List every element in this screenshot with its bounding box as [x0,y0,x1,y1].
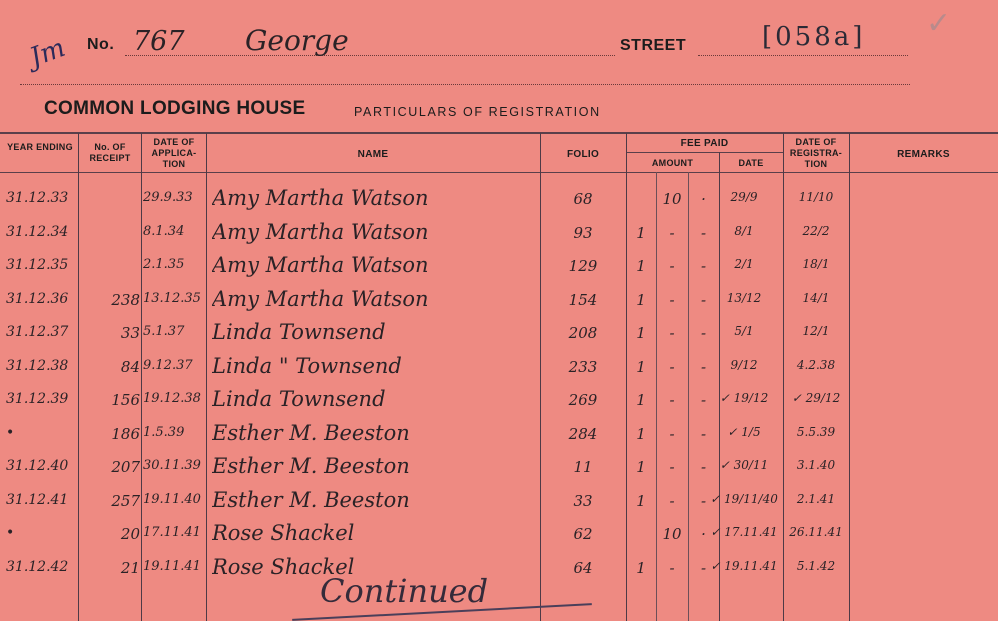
cell-date-registration: 5.1.42 [796,558,836,573]
cell-fee-date: 5/1 [734,324,754,338]
title-dotted-line [20,84,910,85]
col-divider-6 [719,152,720,621]
header-year-ending: YEAR ENDING [7,142,73,152]
cell-amount-shillings: - [669,458,675,476]
cell-amount-pounds: 1 [636,458,646,476]
cell-folio: 11 [573,458,593,476]
cell-date-application: 29.9.33 [143,190,193,205]
cell-name: Linda Townsend [212,387,386,411]
col-divider-7 [783,133,784,621]
cell-amount-pounds: 1 [636,223,646,242]
cell-amount-pence: - [700,458,707,476]
cell-year-ending: • [6,424,15,441]
cell-receipt: 156 [111,391,140,409]
cell-date-application: 1.5.39 [143,424,185,440]
cell-amount-shillings: - [669,223,675,242]
cell-fee-date: 13/12 [726,290,762,305]
cell-fee-date: ✓ 19.11.41 [710,558,778,573]
cell-amount-shillings: - [669,491,675,510]
number-label: No. [87,36,115,53]
cell-date-registration: 12/1 [802,324,830,338]
cell-amount-pence: - [700,424,707,443]
initials-mark: Jm [25,32,70,74]
cell-fee-date: 29/9 [730,190,758,204]
header-amount: AMOUNT [651,158,694,168]
cell-folio: 129 [568,257,598,275]
cell-year-ending: 31.12.37 [6,324,69,340]
cell-date-registration: 2.1.41 [796,491,836,506]
street-label: STREET [620,37,687,54]
cell-receipt: 84 [120,357,140,376]
cell-amount-shillings: 10 [662,190,682,208]
col-divider-5 [626,133,627,621]
cell-receipt: 238 [111,290,140,309]
cell-folio: 33 [573,491,593,510]
cell-fee-date: ✓ 1/5 [727,424,761,439]
cell-receipt: 20 [120,525,140,543]
cell-date-application: 2.1.35 [143,257,185,272]
cell-amount-pence: - [700,357,707,376]
cell-amount-pence: - [700,491,707,510]
cell-year-ending: 31.12.39 [6,391,69,407]
cell-amount-pounds: 1 [636,491,646,510]
cell-receipt: 257 [111,491,140,510]
cell-name: Esther M. Beeston [212,487,410,512]
cell-year-ending: 31.12.41 [6,491,69,508]
cell-amount-pounds: 1 [636,357,646,376]
cell-amount-shillings: 10 [662,525,682,543]
cell-folio: 233 [568,357,598,376]
cell-name: Esther M. Beeston [212,420,410,445]
cell-name: Esther M. Beeston [212,454,410,478]
continued-note: Continued [320,572,489,610]
number-dotted-line [125,55,615,56]
cell-name: Amy Martha Watson [212,286,429,311]
number-value: 767 [133,26,185,57]
cell-date-registration: ✓ 29/12 [791,391,841,405]
cell-folio: 62 [573,525,593,543]
cell-amount-pence: - [700,324,707,342]
col-divider-1 [78,133,79,621]
header-date: DATE [738,158,764,168]
cell-year-ending: 31.12.33 [6,190,69,206]
cell-year-ending: 31.12.34 [6,223,69,240]
cell-amount-shillings: - [669,558,675,577]
cell-year-ending: 31.12.35 [6,257,69,273]
card-subtitle: PARTICULARS OF REGISTRATION [354,105,601,119]
cell-fee-date: ✓ 19/11/40 [710,491,778,506]
cell-amount-shillings: - [669,324,675,342]
cell-amount-shillings: - [669,357,675,376]
cell-date-registration: 14/1 [802,290,830,305]
header-fee-paid: FEE PAID [680,138,729,149]
header-date-application: DATE OF APPLICA- TION [151,137,197,169]
cell-amount-pounds: 1 [636,558,646,577]
check-mark-icon: ✓ [926,7,952,40]
cell-folio: 64 [573,558,593,577]
cell-date-application: 19.11.40 [143,491,201,507]
col-divider-4 [540,133,541,621]
cell-name: Rose Shackel [212,554,355,579]
cell-date-application: 30.11.39 [143,458,201,473]
cell-amount-pence: - [700,223,707,242]
cell-name: Linda Townsend [212,320,386,344]
cell-amount-pounds: 1 [636,424,646,443]
cell-fee-date: 2/1 [734,257,754,271]
header-name: NAME [357,149,389,160]
cell-date-registration: 3.1.40 [796,458,836,472]
cell-name: Amy Martha Watson [212,186,429,210]
cell-date-application: 19.11.41 [143,558,201,574]
cell-folio: 93 [573,223,593,242]
cell-date-registration: 22/2 [802,223,830,238]
cell-date-registration: 5.5.39 [796,424,836,439]
cell-date-application: 9.12.37 [143,357,193,373]
cell-fee-date: ✓ 17.11.41 [710,525,778,539]
cell-folio: 68 [573,190,593,208]
header-date-registration: DATE OF REGISTRA- TION [789,137,843,169]
header-remarks: REMARKS [897,149,950,160]
cell-folio: 208 [568,324,598,342]
cell-date-application: 17.11.41 [143,525,201,540]
cell-date-application: 19.12.38 [143,391,201,406]
fee-paid-divider [626,152,783,153]
street-name: George [245,24,349,57]
cell-folio: 154 [568,290,598,309]
cell-year-ending: 31.12.42 [6,558,69,575]
col-divider-8 [849,133,850,621]
cell-year-ending: 31.12.40 [6,458,69,474]
cell-date-registration: 4.2.38 [796,357,836,372]
reference-code: [058a] [762,22,866,52]
cell-amount-shillings: - [669,257,675,275]
cell-name: Amy Martha Watson [212,219,429,244]
cell-amount-pence: - [700,290,707,309]
cell-folio: 269 [568,391,598,409]
street-dotted-line [698,55,908,56]
cell-year-ending: 31.12.38 [6,357,69,374]
cell-amount-pence: - [700,391,707,409]
cell-fee-date: ✓ 19/12 [719,391,769,405]
cell-name: Amy Martha Watson [212,253,429,277]
cell-date-registration: 18/1 [802,257,830,271]
cell-amount-pounds: 1 [636,391,646,409]
cell-date-registration: 11/10 [798,190,834,204]
col-divider-3 [206,133,207,621]
cell-date-application: 8.1.34 [143,223,185,239]
header-receipt: No. OF RECEIPT [89,142,131,163]
col-divider-2 [141,133,142,621]
cell-fee-date: ✓ 30/11 [719,458,769,472]
cell-amount-shillings: - [669,290,675,309]
cell-fee-date: 8/1 [734,223,754,238]
cell-amount-shillings: - [669,424,675,443]
cell-amount-pence: · [701,190,706,208]
cell-date-application: 13.12.35 [143,290,201,306]
cell-name: Rose Shackel [212,521,355,545]
cell-amount-pence: - [700,257,707,275]
cell-receipt: 21 [120,558,140,577]
cell-fee-date: 9/12 [730,357,758,372]
cell-receipt: 186 [111,424,140,443]
cell-year-ending: 31.12.36 [6,290,69,307]
header-folio: FOLIO [566,149,600,160]
cell-receipt: 207 [111,458,140,476]
cell-amount-pounds: 1 [636,257,646,275]
cell-amount-shillings: - [669,391,675,409]
cell-amount-pence: · [701,525,706,543]
cell-year-ending: • [6,525,15,541]
cell-date-registration: 26.11.41 [789,525,843,539]
cell-amount-pounds: 1 [636,324,646,342]
cell-amount-pounds: 1 [636,290,646,309]
cell-date-application: 5.1.37 [143,324,185,339]
cell-amount-pence: - [700,558,707,577]
card-title: COMMON LODGING HOUSE [44,98,306,119]
cell-name: Linda " Townsend [212,353,402,378]
cell-folio: 284 [568,424,598,443]
cell-receipt: 33 [120,324,140,342]
